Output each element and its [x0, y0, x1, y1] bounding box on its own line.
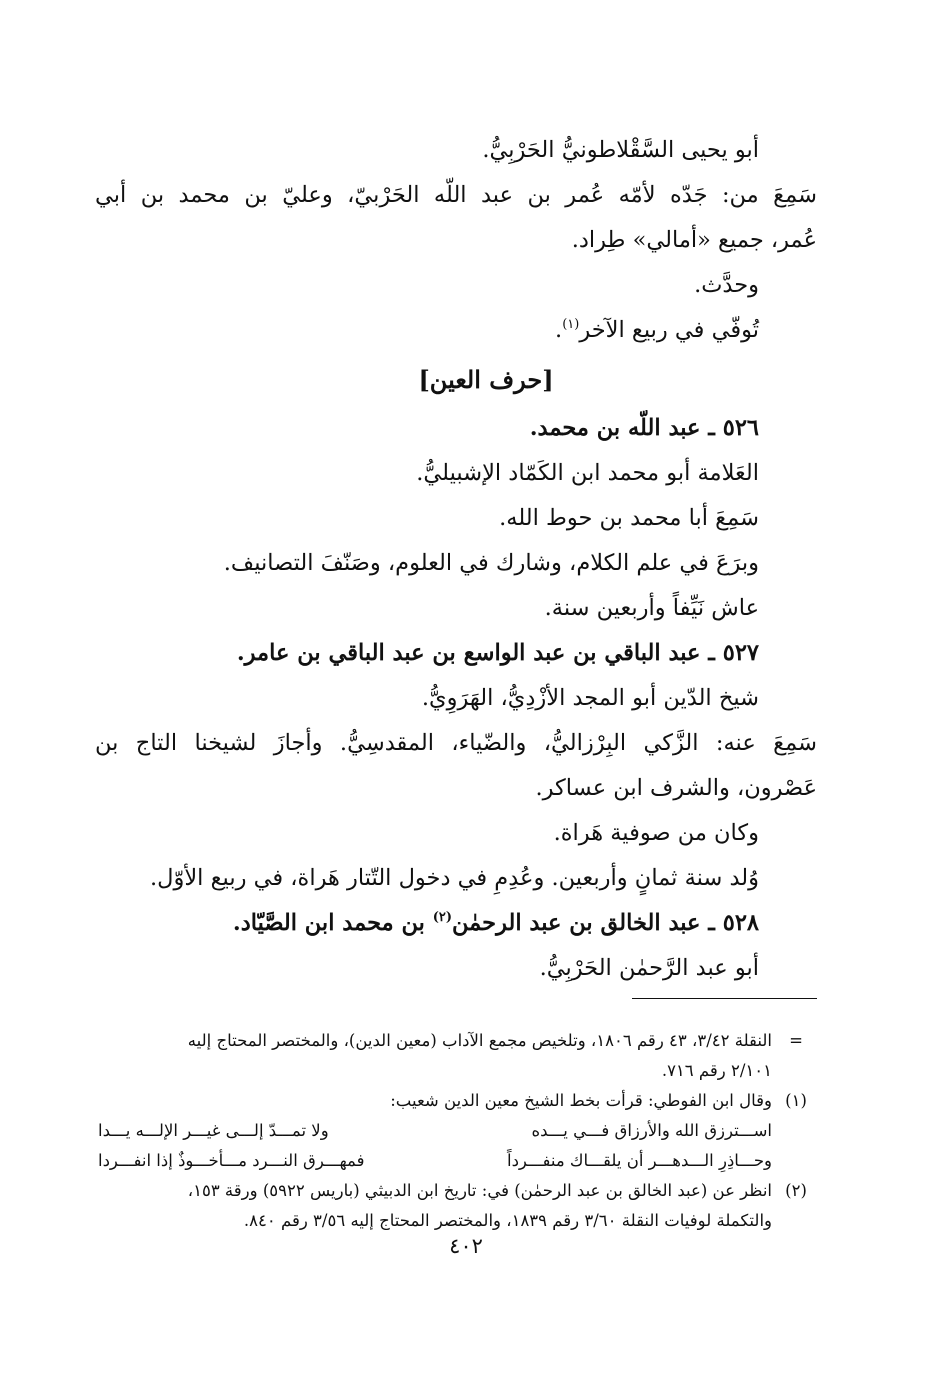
footnotes [90, 1026, 820, 1236]
text-line: عَصْرون، والشرف ابن عساكر. [535, 775, 817, 801]
footnote-body [90, 1026, 772, 1086]
text-line: أبو عبد الرَّحمٰن الحَرْبِيُّ. [539, 955, 759, 981]
footnote-line: النقلة ٣/٤٢، ٤٣ رقم ١٨٠٦، وتلخيص مجمع الآداب (معين الدين)، والمختصر المحتاج إليه [187, 1031, 772, 1050]
text-line [95, 308, 817, 353]
footnote-marker: = [789, 1031, 803, 1050]
footnote-line: والتكملة لوفيات النقلة ٣/٦٠ رقم ١٨٣٩، والمختصر المحتاج إليه ٣/٥٦ رقم ٨٤٠. [243, 1211, 772, 1230]
verse-second-hemistich: فمهـــرق النـــرد مـــأخـــوذٌ إذا انفـــردا [98, 1151, 365, 1170]
footnote-separator [632, 998, 817, 999]
footnote-continuation [90, 1026, 820, 1086]
entry-title-part: ٥٢٨ ـ عبد الخالق بن عبد الرحمٰن [452, 910, 759, 936]
footnote-line: ٢/١٠١ رقم ٧١٦. [661, 1061, 772, 1080]
text-line: سَمِعَ عنه: الزَّكي البِرْزاليُّ، والضّياء، المقدسِيُّ. وأجازَ لشيخنا التاج بن [95, 730, 817, 756]
text-line: سَمِعَ من: جَدّه لأمّه عُمر بن عبد اللّه الحَرْبيّ، وعليّ بن محمد بن أبي [95, 182, 817, 208]
footnote-ref: (١) [562, 317, 580, 332]
text-line: عُمر، جميع «أمالي» طِراد. [571, 227, 817, 253]
footnote-line: انظر عن (عبد الخالق بن عبد الرحمٰن) في: تاريخ ابن الدبيثي (باريس ٥٩٢٢) ورقة ١٥٣، [187, 1181, 772, 1200]
text-line: عاش نَيِّفاً وأربعين سنة. [544, 595, 759, 621]
text-line: وبرَعَ في علم الكلام، وشارك في العلوم، وصَنّفَ التصانيف. [223, 550, 759, 576]
entry-title-part: بن محمد ابن الصَّيّاد. [232, 910, 433, 936]
main-text [95, 128, 817, 991]
footnote-line: وقال ابن الفوطي: قرأت بخط الشيخ معين الدين شعيب: [390, 1091, 772, 1110]
text-line: أبو يحيى السَّقْلاطونيُّ الحَرْبِيُّ. [482, 137, 759, 163]
footnote-2 [90, 1176, 820, 1236]
page-number: ٤٠٢ [449, 1234, 483, 1258]
entry-title: ٥٢٧ ـ عبد الباقي بن عبد الواسع بن عبد الباقي بن عامر. [236, 640, 759, 666]
text-line: سَمِعَ أبا محمد بن حوط الله. [499, 505, 759, 531]
entry-title: ٥٢٦ ـ عبد اللّه بن محمد. [529, 415, 759, 441]
line-text: تُوفّي في ربيع الآخر [579, 317, 759, 343]
section-heading: [حرف العين] [418, 365, 554, 394]
footnote-body [90, 1086, 772, 1176]
verse-line [90, 1146, 772, 1176]
verse-line [90, 1116, 772, 1146]
text-line: وحدَّث. [694, 272, 759, 298]
line-end: . [555, 317, 563, 343]
footnote-body [90, 1176, 772, 1236]
text-line: وُلد سنة ثمانٍ وأربعين. وعُدِمِ في دخول التّتار هَراة، في ربيع الأوّل. [149, 865, 759, 891]
verse-second-hemistich: ولا تمـــدّ إلـــى غيـــر الإلـــه يـــدا [98, 1121, 329, 1140]
text-line: شيخ الدّين أبو المجد الأزْدِيُّ، الهَرَوِيُّ. [421, 685, 759, 711]
footnote-marker: (٢) [785, 1181, 807, 1200]
verse-first-hemistich: وحـــاذِرِ الـــدهـــر أن يلقـــاك منفـــرداً [506, 1151, 772, 1170]
footnote-marker: (١) [785, 1091, 807, 1110]
footnote-1 [90, 1086, 820, 1176]
entry-title [95, 901, 817, 946]
text-line: العَلامة أبو محمد ابن الكَمّاد الإشبيليُّ. [416, 460, 759, 486]
footnote-ref: (٢) [432, 910, 453, 925]
verse-first-hemistich: اســـترزق الله والأرزاق فـــي يـــده [531, 1121, 772, 1140]
text-line: وكان من صوفية هَراة. [553, 820, 759, 846]
